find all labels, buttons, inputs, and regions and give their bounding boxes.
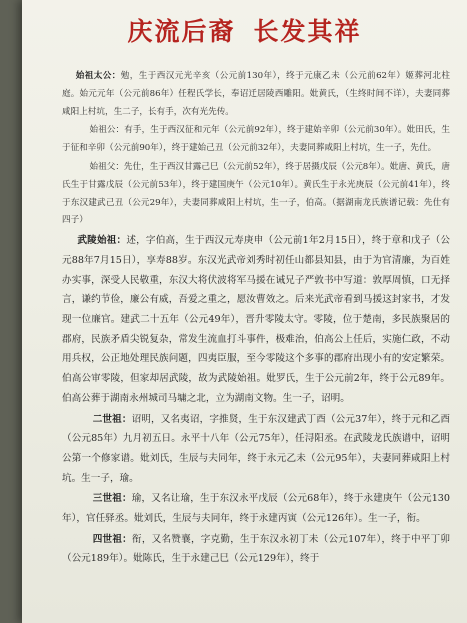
paragraph-third-gen	[62, 489, 450, 528]
title-part-1: 庆流后裔	[127, 17, 236, 46]
paragraph-text: 始祖公：有手，生于西汉征和元年（公元前92年），终于建始辛卯（公元前30年）。妣田氏，生于征和辛卯（公元前90年），终于建始己丑（公元前32年），夫妻同葬咸阳上村坑，生一子，先仕。	[62, 125, 450, 154]
paragraph-label: 武陵始祖：	[77, 235, 127, 247]
paragraph-text: 诏明，又名夷诏，字推贤，生于东汉建武丁酉（公元37年），终于元和乙酉（公元85年）九月初五日。永平十八年（公元75年），任浔阳丞。在武陵龙氏族谱中，诏明公第一个修家谱。妣刘氏，生辰与夫同年，终于永元乙未（公元95年），夫妻同葬咸阳上村坑。生一子，瑜。	[62, 413, 450, 484]
paragraph-label: 四世祖：	[92, 533, 133, 545]
paragraph-label: 二世祖：	[92, 413, 132, 425]
paragraph-text: 始祖父：先仕，生于西汉甘露己巳（公元前52年），终于居摄戊辰（公元8年）。妣唐、黄氏，唐氏生于甘露戊辰（公元前53年），终于建国庚午（公元10年）。黄氏生于永光庚辰（公元前41年），终于东汉建武己丑（公元29年），夫妻同葬咸阳上村坑，生一子，伯高。（据湖南龙氏族谱记载：先仕有四子）	[62, 161, 450, 226]
paragraph-text: 勉，生于西汉元光辛亥（公元前130年），终于元康乙未（公元前62年）姬葬河北柱庭。始元元年（公元前86年）任程氏学长，奉诏迁居陵西雕阳。妣黄氏，（生终时间不详），夫妻同葬咸阳上村坑，生二子，长有手，次有光先传。	[62, 71, 450, 117]
paragraph-shizufu	[62, 159, 450, 230]
paragraph-label: 三世祖：	[92, 493, 132, 505]
paragraph-text: 瑜，又名让瑜，生于东汉永平戊辰（公元68年），终于永建庚午（公元130年），官任驿丞。妣刘氏，生辰与夫同年，终于永建丙寅（公元126年）。生一子，衔。	[62, 493, 451, 525]
document-body	[62, 68, 450, 570]
title-part-2: 长发其祥	[253, 17, 362, 46]
paragraph-shizugong	[62, 122, 450, 158]
paragraph-wuling-founder	[62, 231, 450, 408]
paragraph-fourth-gen	[62, 530, 450, 569]
paragraph-taigong	[62, 68, 450, 121]
paragraph-text: 述，字伯高，生于西汉元寿庚申（公元前1年2月15日），终于章和戊子（公元88年7月15日），享寿88岁。东汉光武帝刘秀时初任山都县知县，由于为官清廉，为百姓办实事，深受人民敬重，东汉大将伏波将军马援在诫兄子严敦书中写道：敦厚周慎，口无择言，谦约节俭，廉公有威，吾爱之重之，愿汝曹效之。后来光武帝看到马援这封家书，才发现一位廉官。建武二十五年（公元49年），晋升零陵太守。零陵，位于楚南，多民族聚居的郡府，民族矛盾尖锐复杂，常发生流血打斗事件，极难治，伯高公上任后，实施仁政，不动用兵权，公正地处理民族问题，四夷臣服，至今零陵这个多事的郡府出现小有的安定繁荣。伯高公审零陵，但家却居武陵，故为武陵始祖。妣罗氏，生于公元前2年，终于公元89年。伯高公葬于湖南永州城司马墉之北，立为湖南文物。生一子，诏明。	[62, 235, 450, 404]
paragraph-second-gen	[62, 410, 450, 489]
page-title	[22, 12, 467, 48]
document-page	[22, 0, 467, 623]
paragraph-label: 始祖太公：	[75, 71, 121, 81]
paragraph-text: 衔，又名赞襄，字克勤，生于东汉永初丁未（公元107年），终于中平丁卯（公元189年）。妣陈氏，生于永建己巳（公元129年），终于	[62, 533, 451, 565]
